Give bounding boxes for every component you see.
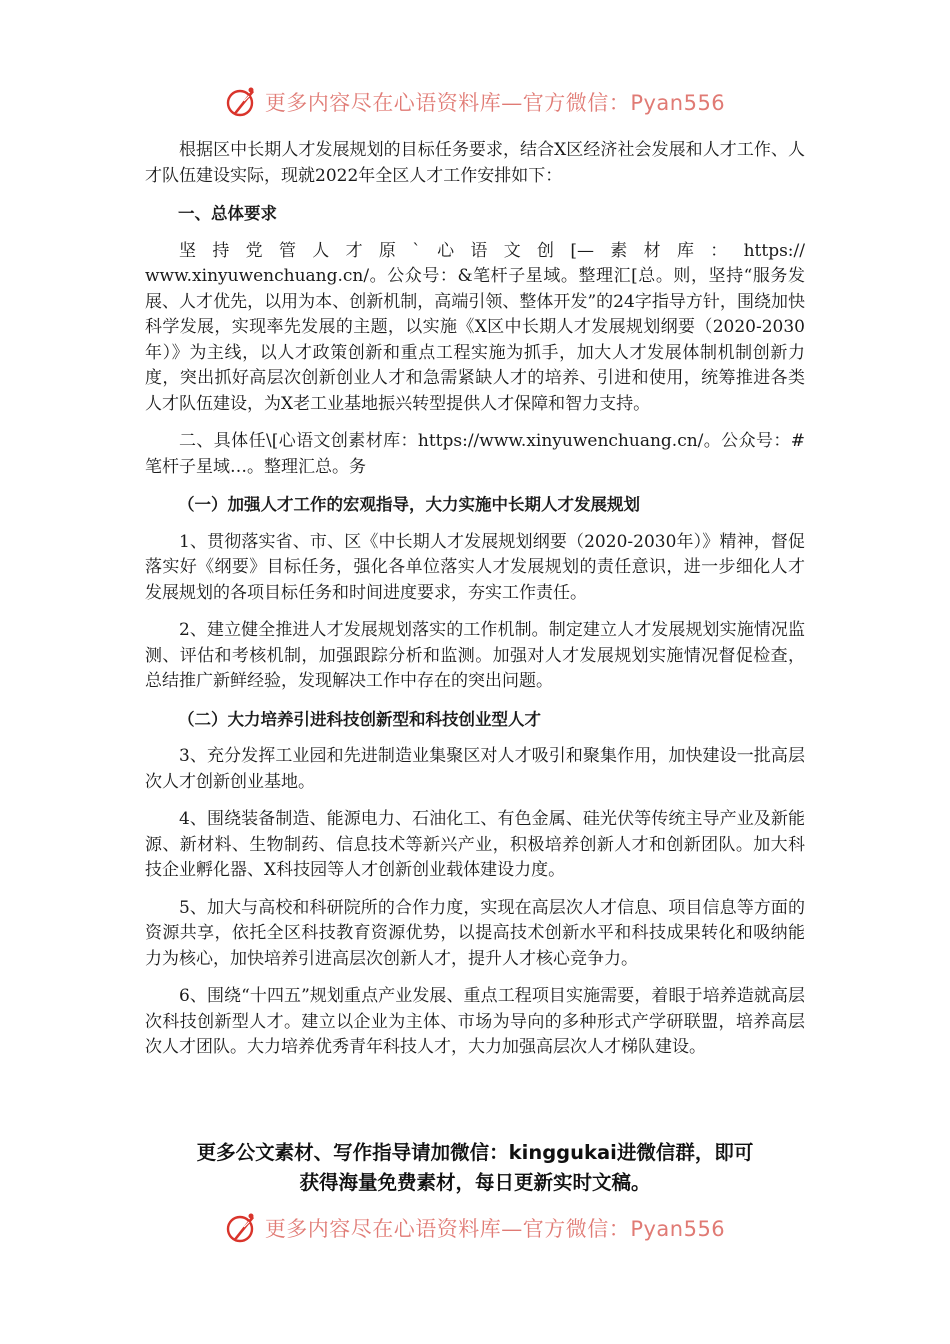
- quill-logo-icon: [225, 85, 259, 119]
- banner-label: 更多内容尽在心语资料库—官方微信：: [264, 91, 631, 115]
- overall-paragraph-body: www.xinyuwenchuang.cn/。公众号：&笔杆子星域。整理汇[总。则，坚持“服务发展、人才优先，以用为本、创新机制，高端引领、整体开发”的24字指导方针，围绕加快科学发展，实现率先发展的主题，以实施《X区中长期人才发展规划纲要（2020-2030年）》为主线，以人才政策创新和重点工程实施为抓手，加大人才发展体制机制创新力度，突出抓好高层次创新创业人才和急需紧缺人才的培养、引进和使用，统筹推进各类人才队伍建设，为X老工业基地振兴转型提供人才保障和智力支持。: [145, 266, 805, 414]
- promo-note: [100, 1138, 850, 1198]
- task-item-6: 6、围绕“十四五”规划重点产业发展、重点工程项目实施需要，着眼于培养造就高层次科技创新型人才。建立以企业为主体、市场为导向的多种形式产学研联盟，培养高层次人才团队。大力培养优秀青年科技人才，大力加强高层次人才梯队建设。: [145, 986, 805, 1057]
- task-item-3: 3、充分发挥工业园和先进制造业集聚区对人才吸引和聚集作用，加快建设一批高层次人才创新创业基地。: [145, 746, 805, 792]
- banner-wechat-handle: Pyan556: [630, 91, 726, 115]
- specific-tasks-heading: 二、具体任\[心语文创素材库：https://www.xinyuwenchuang.cn/。公众号：#笔杆子星域…。整理汇总。务: [145, 431, 805, 477]
- intro-paragraph: 根据区中长期人才发展规划的目标任务要求，结合X区经济社会发展和人才工作、人才队伍建设实际，现就2022年全区人才工作安排如下：: [145, 140, 805, 186]
- footer-banner: [0, 1208, 950, 1248]
- task-item-1: 1、贯彻落实省、市、区《中长期人才发展规划纲要（2020-2030年）》精神，督促落实好《纲要》目标任务，强化各单位落实人才发展规划的责任意识，进一步细化人才发展规划的各项目标任务和时间进度要求，夯实工作责任。: [145, 531, 805, 603]
- header-banner: [0, 82, 950, 122]
- document-body: [145, 138, 805, 1061]
- task-item-2: 2、建立健全推进人才发展规划落实的工作机制。制定建立人才发展规划实施情况监测、评估和考核机制，加强跟踪分析和监测。加强对人才发展规划实施情况督促检查，总结推广新鲜经验，发现解决工作中存在的突出问题。: [145, 620, 805, 691]
- subsection-heading-2: （二）大力培养引进科技创新型和科技创业型人才: [178, 709, 541, 729]
- section-heading-overall: 一、总体要求: [178, 204, 277, 223]
- task-item-4: 4、围绕装备制造、能源电力、石油化工、有色金属、硅光伏等传统主导产业及新能源、新材料、生物制药、信息技术等新兴产业，积极培养创新人才和创新团队。加大科技企业孵化器、X科技园等人才创新创业载体建设力度。: [145, 809, 805, 880]
- banner-text: [265, 87, 725, 117]
- subsection-heading-1: （一）加强人才工作的宏观指导，大力实施中长期人才发展规划: [178, 495, 640, 514]
- promo-note-line1: 更多公文素材、写作指导请加微信：kinggukai进微信群，即可: [196, 1141, 754, 1164]
- banner-wechat-handle: Pyan556: [630, 1217, 726, 1241]
- banner-label: 更多内容尽在心语资料库—官方微信：: [264, 1217, 631, 1241]
- quill-logo-icon: [225, 1211, 259, 1245]
- banner-text: [265, 1213, 725, 1243]
- task-item-5: 5、加大与高校和科研院所的合作力度，实现在高层次人才信息、项目信息等方面的资源共享，依托全区科技教育资源优势，以提高技术创新水平和科技成果转化和吸纳能力为核心，加快培养引进高层次创新人才，提升人才核心竞争力。: [145, 897, 805, 969]
- promo-note-line2: 获得海量免费素材，每日更新实时文稿。: [299, 1171, 651, 1194]
- overall-paragraph-line1: 坚持党管人才原`心语文创[—素材库：https://: [179, 240, 805, 261]
